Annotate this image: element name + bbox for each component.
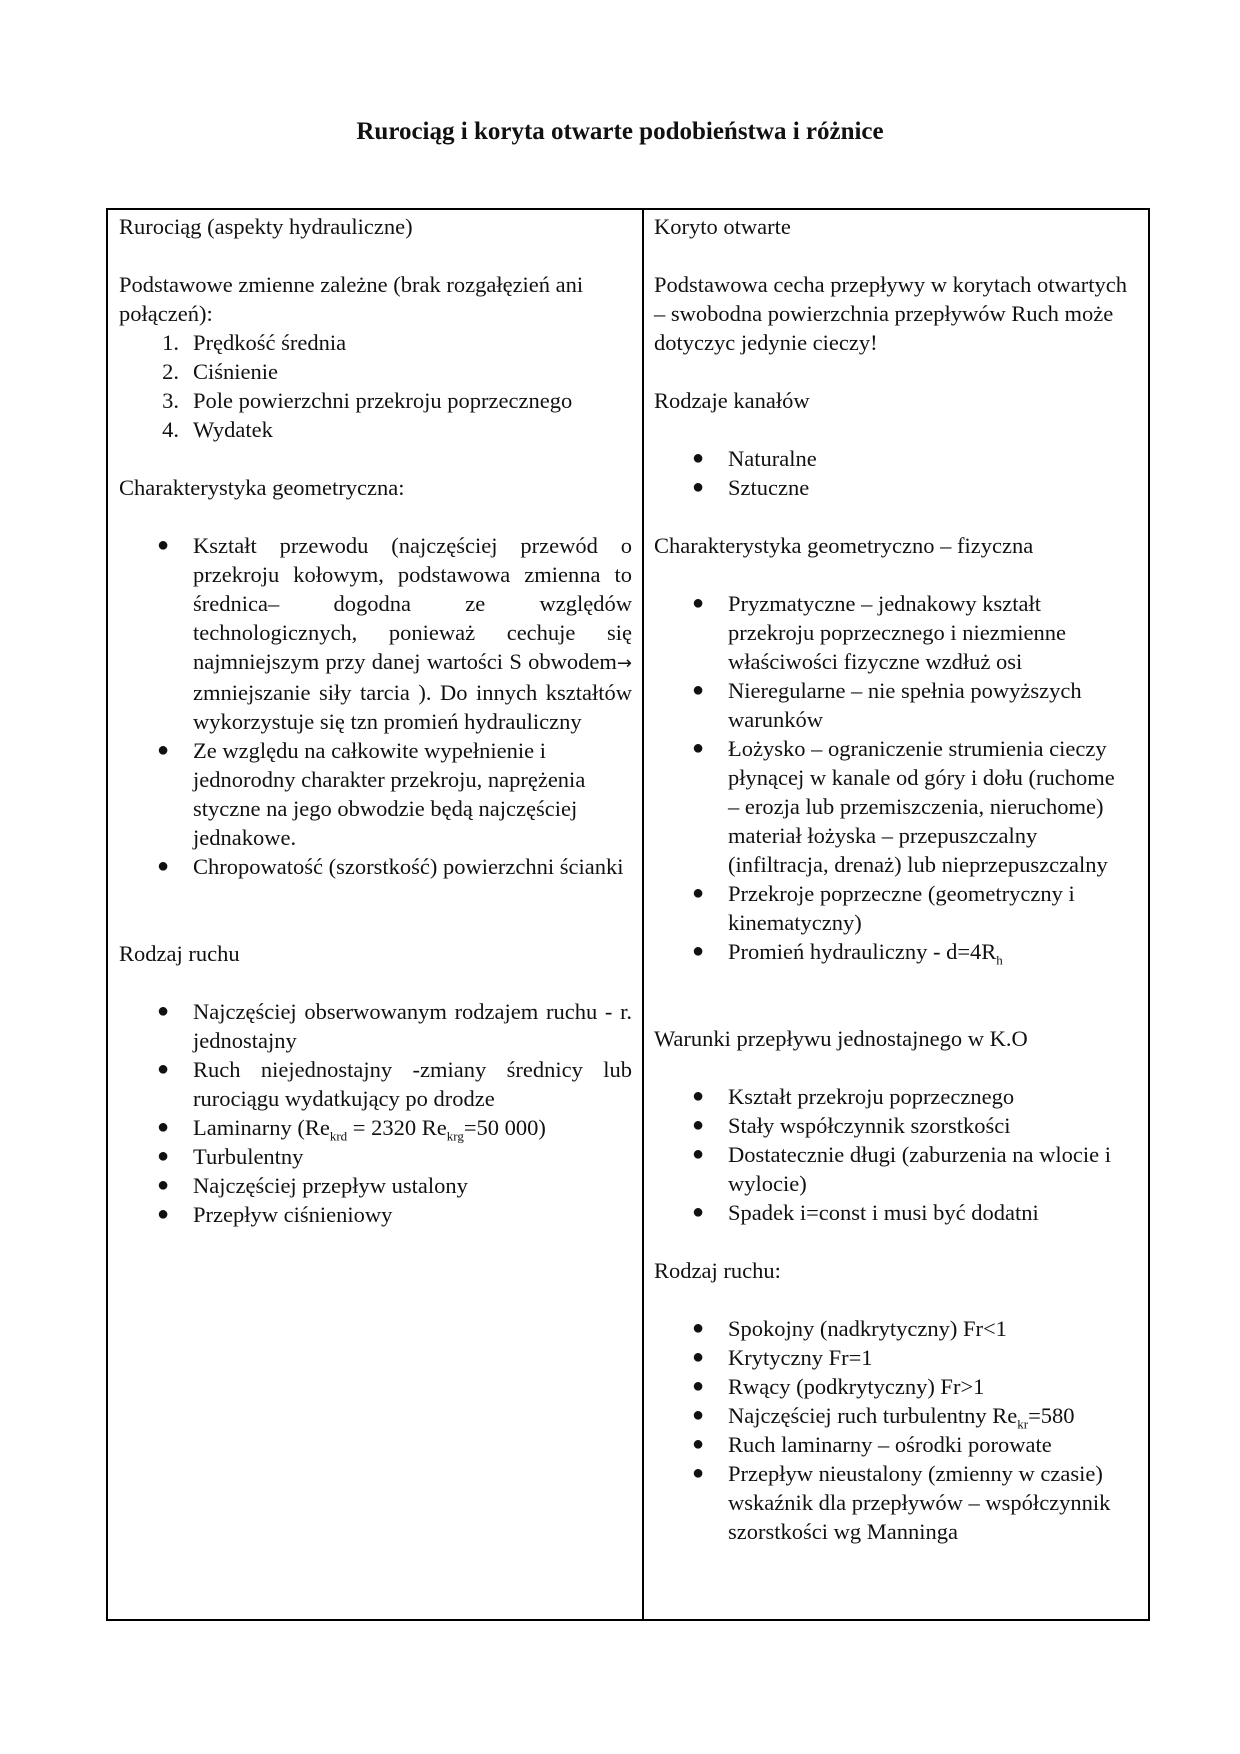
channels-list xyxy=(654,444,1130,502)
list-item: ● Turbulentny xyxy=(157,1144,304,1169)
pipeline-column xyxy=(108,210,644,1619)
list-item: 1. Prędkość średnia xyxy=(162,330,347,355)
list-item: ● Kształt przekroju poprzecznego xyxy=(692,1084,1015,1109)
list-item: ● Stały współczynnik szorstkości xyxy=(692,1113,1011,1138)
list-item: ● Najczęściej obserwowanym rodzajem ruchu - r. jednostajny xyxy=(157,999,632,1053)
list-item: ● Kształt przewodu (najczęściej przewód o przekroju kołowym, podstawowa zmienna to średnica– dogodna ze względów technologicznych, ponieważ cechuje się najmniejszym przy danej wartości S obwodem→ zmniejszanie siły tarcia ). Do innych kształtów wykorzystuje się tzn promień hydrauliczny xyxy=(157,533,632,734)
arrow-right-icon: → xyxy=(616,653,632,674)
list-item: ● Spokojny (nadkrytyczny) Fr<1 xyxy=(692,1316,1007,1341)
list-item: ● Chropowatość (szorstkość) powierzchni ścianki xyxy=(157,854,624,879)
feature-text: Podstawowa cecha przepływy w korytach otwartych – swobodna powierzchnia przepływów Ruch może dotyczyc jedynie cieczy! xyxy=(654,272,1127,355)
open-channel-column xyxy=(644,210,1148,1619)
motion-list-right xyxy=(654,1314,1130,1546)
list-item: ● Najczęściej przepływ ustalony xyxy=(157,1173,468,1198)
pipeline-heading: Rurociąg (aspekty hydrauliczne) xyxy=(119,214,413,239)
geo-phys-list xyxy=(654,589,1130,966)
open-channel-heading: Koryto otwarte xyxy=(654,214,791,239)
list-item: ● Nieregularne – nie spełnia powyższych warunków xyxy=(692,678,1082,732)
channels-heading: Rodzaje kanałów xyxy=(654,388,810,413)
list-item: ● Przepływ ciśnieniowy xyxy=(157,1202,393,1227)
list-item: ● Przekroje poprzeczne (geometryczny i kinematyczny) xyxy=(692,881,1075,935)
motion-heading-right: Rodzaj ruchu: xyxy=(654,1258,781,1283)
geometry-heading: Charakterystyka geometryczna: xyxy=(119,475,405,500)
list-item: ● Krytyczny Fr=1 xyxy=(692,1345,873,1370)
list-item: ● Ruch niejednostajny -zmiany średnicy lub rurociągu wydatkujący po drodze xyxy=(157,1057,632,1111)
list-item: ● Dostatecznie długi (zaburzenia na wlocie i wylocie) xyxy=(692,1142,1111,1196)
list-item: ● Spadek i=const i musi być dodatni xyxy=(692,1200,1039,1225)
list-item: ● Łożysko – ograniczenie strumienia cieczy płynącej w kanale od góry i dołu (ruchome – erozja lub przemiszczenia, nieruchome) materiał łożyska – przepuszczalny (infiltracja, drenaż) lub nieprzepuszczalny xyxy=(692,736,1115,877)
list-item: 3. Pole powierzchni przekroju poprzecznego xyxy=(162,388,573,413)
list-item: 2. Ciśnienie xyxy=(162,359,278,384)
variables-list xyxy=(119,328,632,444)
variables-intro: Podstawowe zmienne zależne (brak rozgałęzień ani połączeń): xyxy=(119,272,584,326)
motion-list xyxy=(119,997,632,1229)
comparison-table xyxy=(106,208,1150,1621)
uniform-flow-heading: Warunki przepływu jednostajnego w K.O xyxy=(654,1026,1028,1051)
list-item: ● Sztuczne xyxy=(692,475,810,500)
page-title: Rurociąg i koryta otwarte podobieństwa i różnice xyxy=(356,118,884,145)
uniform-flow-list xyxy=(654,1082,1130,1227)
geo-phys-heading: Charakterystyka geometryczno – fizyczna xyxy=(654,533,1034,558)
list-item: ● Pryzmatyczne – jednakowy kształt przekroju poprzecznego i niezmienne właściwości fizyczne wzdłuż osi xyxy=(692,591,1066,674)
list-item: ● Ruch laminarny – ośrodki porowate xyxy=(692,1432,1052,1457)
list-item: ● Naturalne xyxy=(692,446,817,471)
list-item: ● Promień hydrauliczny - $d=4R_h$ xyxy=(692,939,1003,968)
list-item: ● Przepływ nieustalony (zmienny w czasie) wskaźnik dla przepływów – współczynnik szorstkości wg Manninga xyxy=(692,1461,1111,1544)
list-item: ● Najczęściej ruch turbulentny $Re_{kr}=580$ xyxy=(692,1403,1075,1432)
list-item: ● Rwący (podkrytyczny) Fr>1 xyxy=(692,1374,985,1399)
list-item: ● Laminarny ($Re_{krd} = 2320$ $Re_{krg}=50$ 000) xyxy=(157,1115,546,1144)
geometry-list xyxy=(119,531,632,881)
list-item: ● Ze względu na całkowite wypełnienie i jednorodny charakter przekroju, naprężenia styczne na jego obwodzie będą najczęściej jednakowe. xyxy=(157,738,586,850)
motion-heading: Rodzaj ruchu xyxy=(119,941,240,966)
list-item: 4. Wydatek xyxy=(162,417,273,442)
